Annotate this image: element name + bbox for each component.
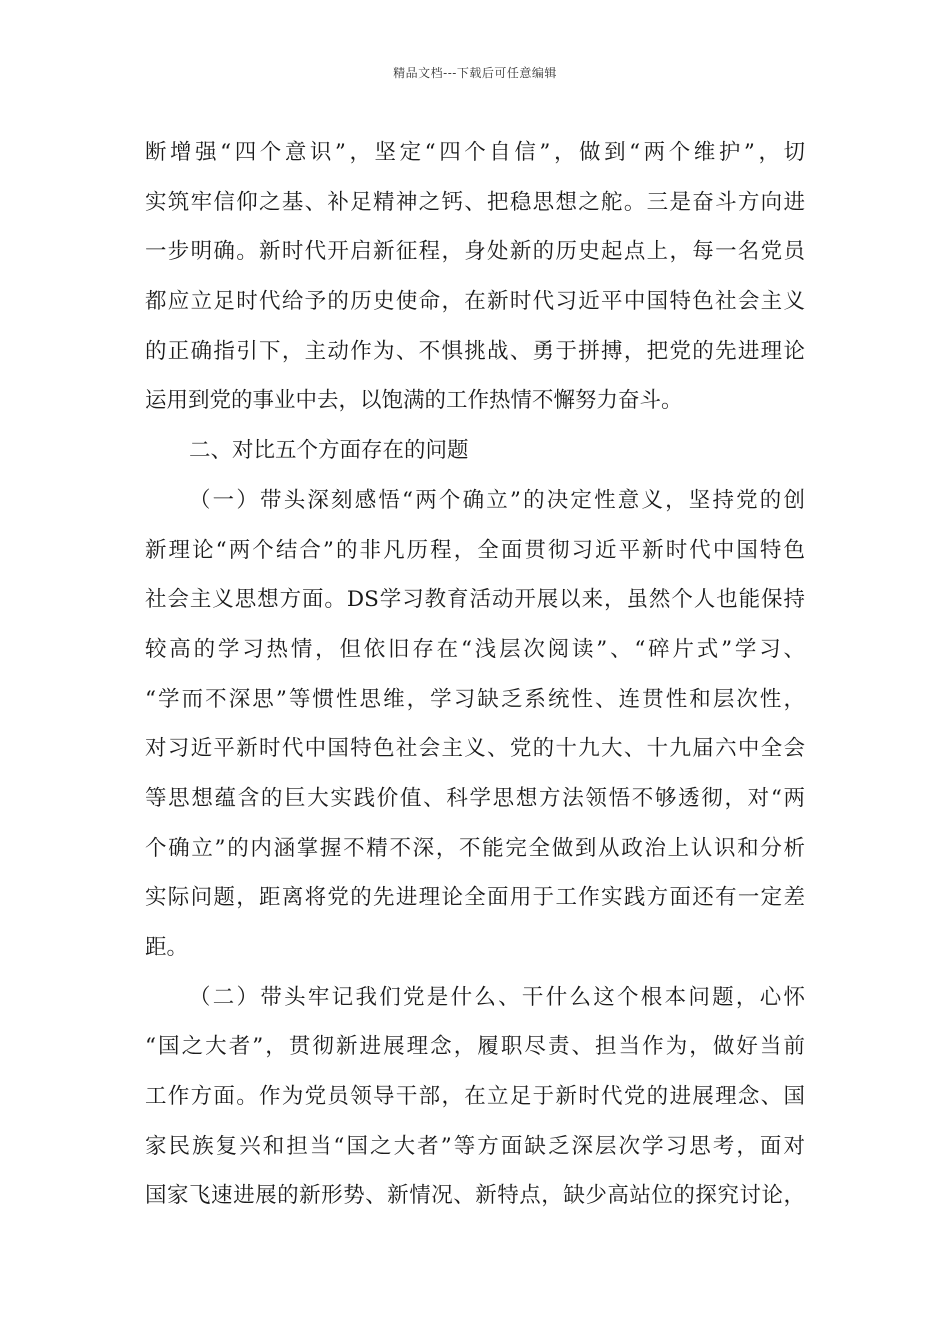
- text-line: 社会主义思想方面。DS学习教育活动开展以来，虽然个人也能保持: [145, 587, 805, 613]
- text-line: 个确立”的内涵掌握不精不深，不能完全做到从政治上认识和分析: [145, 835, 805, 861]
- text-line: “国之大者”，贯彻新进展理念，履职尽责、担当作为，做好当前: [145, 1034, 805, 1060]
- text-line: 工作方面。作为党员领导干部，在立足于新时代党的进展理念、国: [145, 1084, 805, 1110]
- text-line: 运用到党的事业中去，以饱满的工作热情不懈努力奋斗。: [145, 388, 683, 414]
- text-line: 断增强“四个意识”，坚定“四个自信”，做到“两个维护”，切: [145, 140, 805, 165]
- document-body: [145, 128, 805, 1221]
- text-line: 都应立足时代给予的历史使命，在新时代习近平中国特色社会主义: [145, 289, 805, 315]
- text-line: （二）带头牢记我们党是什么、干什么这个根本问题，心怀: [189, 984, 805, 1010]
- text-line: （一）带头深刻感悟“两个确立”的决定性意义，坚持党的创: [189, 487, 805, 513]
- text-line: 新理论“两个结合”的非凡历程，全面贯彻习近平新时代中国特色: [145, 537, 805, 563]
- text-line: “学而不深思”等惯性思维，学习缺乏系统性、连贯性和层次性，: [145, 686, 805, 712]
- text-line: 二、对比五个方面存在的问题: [189, 438, 469, 464]
- text-line: 家民族复兴和担当“国之大者”等方面缺乏深层次学习思考，面对: [145, 1133, 805, 1159]
- text-line: 等思想蕴含的巨大实践价值、科学思想方法领悟不够透彻，对“两: [145, 785, 805, 811]
- text-line: 距。: [145, 935, 189, 960]
- page-header: 精品文档---下载后可任意编辑: [393, 66, 557, 80]
- text-line: 实际问题，距离将党的先进理论全面用于工作实践方面还有一定差: [145, 885, 805, 911]
- text-line: 较高的学习热情，但依旧存在“浅层次阅读”、“碎片式”学习、: [145, 636, 805, 662]
- text-line: 实筑牢信仰之基、补足精神之钙、把稳思想之舵。三是奋斗方向进: [145, 189, 805, 215]
- text-line: 对习近平新时代中国特色社会主义、党的十九大、十九届六中全会: [145, 736, 805, 762]
- text-line: 的正确指引下，主动作为、不惧挑战、勇于拼搏，把党的先进理论: [145, 338, 805, 364]
- text-line: 一步明确。新时代开启新征程，身处新的历史起点上，每一名党员: [145, 239, 805, 265]
- text-line: 国家飞速进展的新形势、新情况、新特点，缺少高站位的探究讨论，: [145, 1183, 805, 1209]
